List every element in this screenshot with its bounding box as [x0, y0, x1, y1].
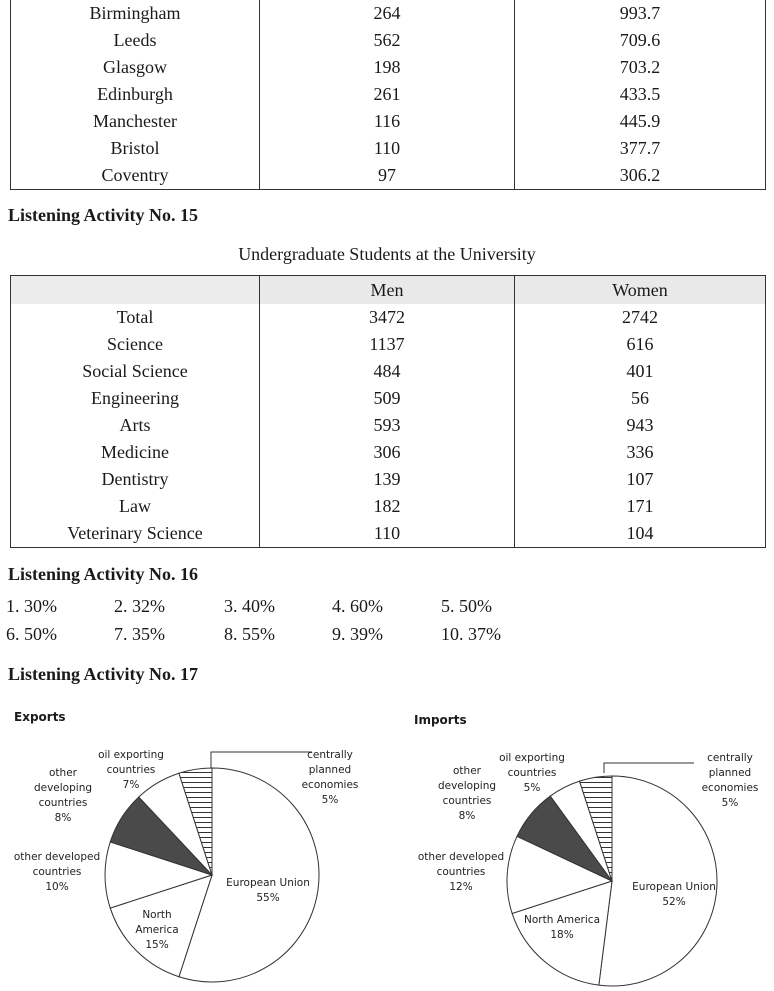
table-cell: 993.7 [515, 0, 766, 27]
table-cell: 709.6 [515, 27, 766, 54]
slice-label-european-union: European Union 55% [226, 877, 310, 904]
table-cell: Law [119, 496, 151, 516]
table-cell: 433.5 [515, 81, 766, 108]
activity-17-heading: Listening Activity No. 17 [8, 664, 199, 684]
table-row [11, 520, 766, 548]
activity-16-heading: Listening Activity No. 16 [8, 564, 199, 584]
table-row [11, 358, 766, 385]
table-cell: 110 [260, 520, 515, 548]
slice-label-centrally-planned-economies: centrally planned economies 5% [301, 749, 359, 806]
table-cell: 104 [515, 520, 766, 548]
table-row [11, 331, 766, 358]
table-row [11, 135, 766, 162]
table-cell: Birmingham [89, 3, 181, 23]
table-row [11, 54, 766, 81]
table-cell: 703.2 [515, 54, 766, 81]
table-cell: 306 [260, 439, 515, 466]
table-cell: Leeds [113, 30, 157, 50]
table-cell: Social Science [82, 361, 188, 381]
slice-label-oil-exporting-countries: oil exporting countries 7% [98, 749, 164, 791]
table-cell: 110 [260, 135, 515, 162]
answer-item: 8. 55% [224, 624, 275, 644]
table-header-row [11, 276, 766, 305]
table-cell: 56 [515, 385, 766, 412]
table-cell: 116 [260, 108, 515, 135]
table-cell: 139 [260, 466, 515, 493]
slice-label-other-developed-countries: other developed countries 12% [417, 851, 505, 893]
answer-item: 1. 30% [6, 596, 57, 616]
table-cell: 97 [260, 162, 515, 190]
table-row [11, 412, 766, 439]
table-cell: Science [107, 334, 163, 354]
table-cell: 562 [260, 27, 515, 54]
exports-pie-chart [0, 740, 400, 991]
table-cell: Medicine [101, 442, 169, 462]
answer-item: 4. 60% [332, 596, 383, 616]
activity-15-heading: Listening Activity No. 15 [8, 205, 199, 225]
table-cell: 182 [260, 493, 515, 520]
table-row [11, 108, 766, 135]
slice-label-oil-exporting-countries: oil exporting countries 5% [499, 752, 565, 794]
slice-label-north-america: North America 15% [135, 909, 179, 951]
table-cell: Total [116, 307, 154, 327]
table-row [11, 27, 766, 54]
answer-item: 10. 37% [441, 624, 501, 644]
table-row [11, 0, 766, 27]
answer-item: 5. 50% [441, 596, 492, 616]
table-row [11, 466, 766, 493]
table-cell: Coventry [101, 165, 169, 185]
table-cell: 198 [260, 54, 515, 81]
table-cell: 3472 [260, 304, 515, 331]
table-cell: 401 [515, 358, 766, 385]
table-cell: 445.9 [515, 108, 766, 135]
table-cell: 616 [515, 331, 766, 358]
table-row [11, 439, 766, 466]
table-cell: 1137 [260, 331, 515, 358]
answer-item: 3. 40% [224, 596, 275, 616]
table-cell: Dentistry [101, 469, 169, 489]
table-cell: 593 [260, 412, 515, 439]
slice-label-other-developing-countries: other developing countries 8% [437, 765, 497, 822]
table-row [11, 385, 766, 412]
table-cell: Arts [119, 415, 151, 435]
table-cell: 306.2 [515, 162, 766, 190]
table-cell: 943 [515, 412, 766, 439]
table-row [11, 304, 766, 331]
table-cell: 509 [260, 385, 515, 412]
slice-label-north-america: North America 18% [523, 914, 601, 941]
leader-line [211, 752, 312, 768]
imports-pie-chart [400, 740, 774, 991]
cities-table [10, 0, 766, 190]
table-cell: 107 [515, 466, 766, 493]
answer-item: 6. 50% [6, 624, 57, 644]
table-cell: Bristol [110, 138, 160, 158]
table-cell: Edinburgh [97, 84, 173, 104]
table-cell: 264 [260, 0, 515, 27]
exports-chart-title: Exports [14, 710, 66, 724]
table-cell: 336 [515, 439, 766, 466]
table-cell: 261 [260, 81, 515, 108]
table-cell: 484 [260, 358, 515, 385]
slice-label-other-developing-countries: other developing countries 8% [33, 767, 93, 824]
answer-item: 7. 35% [114, 624, 165, 644]
table-cell: Veterinary Science [67, 523, 203, 543]
table-cell: Glasgow [103, 57, 167, 77]
table-row [11, 493, 766, 520]
leader-line [604, 763, 694, 773]
table-cell: 2742 [515, 304, 766, 331]
table-caption: Undergraduate Students at the University [238, 244, 536, 264]
slice-label-centrally-planned-economies: centrally planned economies 5% [701, 752, 759, 809]
students-table [10, 275, 766, 548]
header-cell [11, 276, 260, 305]
table-row [11, 162, 766, 190]
table-cell: 171 [515, 493, 766, 520]
answer-item: 9. 39% [332, 624, 383, 644]
slice-label-other-developed-countries: other developed countries 10% [13, 851, 101, 893]
slice-label-european-union: European Union 52% [632, 881, 716, 908]
imports-chart-title: Imports [414, 713, 467, 727]
header-cell: Women [515, 276, 766, 305]
table-cell: Engineering [91, 388, 179, 408]
table-cell: 377.7 [515, 135, 766, 162]
header-cell: Men [260, 276, 515, 305]
table-cell: Manchester [93, 111, 177, 131]
answer-item: 2. 32% [114, 596, 165, 616]
table-row [11, 81, 766, 108]
